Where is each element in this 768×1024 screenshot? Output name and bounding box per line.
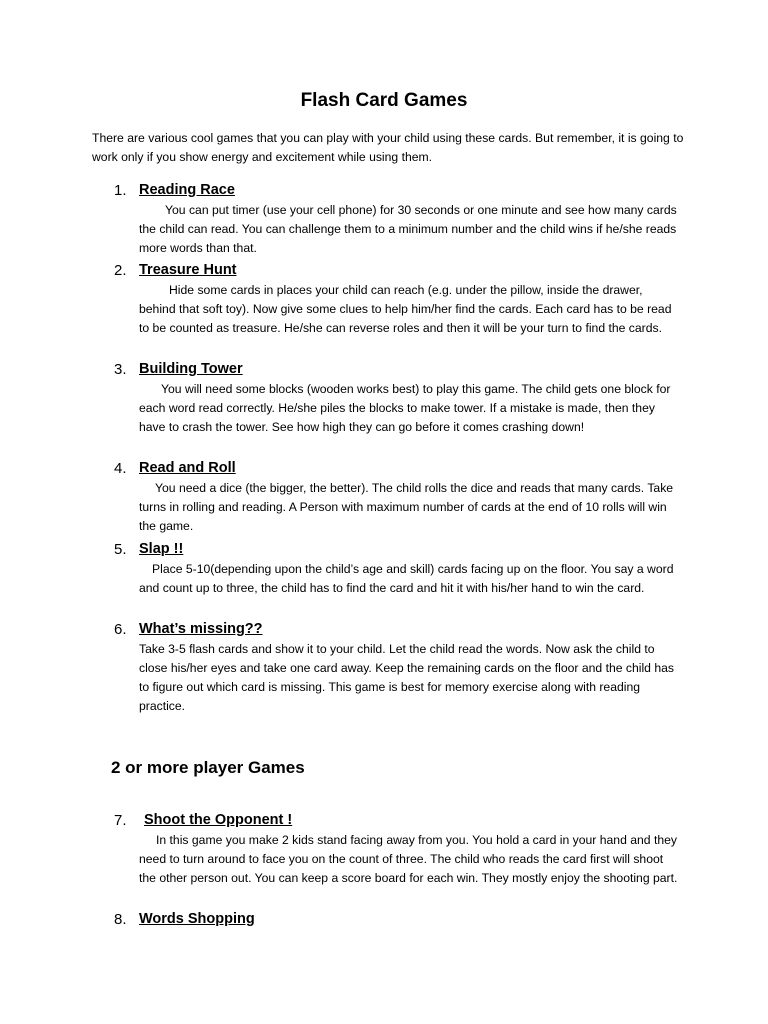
item-number: 8.: [114, 911, 127, 928]
item-heading: Read and Roll: [139, 460, 236, 476]
item-body: You need a dice (the bigger, the better). The child rolls the dice and reads that many cards. Take turns in rolling and reading. A Person with maximum number of cards at the end of 10 rolls will win the game.: [139, 481, 674, 533]
page-title: Flash Card Games: [300, 90, 468, 111]
item-heading: Shoot the Opponent !: [144, 812, 293, 828]
item-number: 2.: [114, 262, 127, 279]
intro-paragraph: There are various cool games that you can play with your child using these cards. But remember, it is going to work only if you show energy and excitement while using them.: [92, 131, 684, 164]
item-heading: Treasure Hunt: [139, 262, 237, 278]
item-body: You can put timer (use your cell phone) for 30 seconds or one minute and see how many cards the child can read. You can challenge them to a minimum number and the child wins if he/she reads more words than that.: [139, 203, 677, 255]
item-body: In this game you make 2 kids stand facing away from you. You hold a card in your hand and they need to turn around to face you on the count of three. The child who reads the card first will shoot the other person out. You can keep a score board for each win. They mostly enjoy the shooting part.: [139, 833, 678, 885]
item-heading: What’s missing??: [139, 621, 263, 637]
item-body: You will need some blocks (wooden works best) to play this game. The child gets one block for each word read correctly. He/she piles the blocks to make tower. If a mistake is made, then they have to crash the tower. See how high they can go before it comes crashing down!: [139, 382, 671, 434]
item-heading: Slap !!: [139, 541, 184, 557]
item-number: 3.: [114, 361, 127, 378]
item-heading: Reading Race: [139, 182, 235, 198]
item-heading: Words Shopping: [139, 911, 255, 927]
item-number: 4.: [114, 460, 127, 477]
item-number: 7.: [114, 812, 127, 829]
item-body: Place 5-10(depending upon the child’s age and skill) cards facing up on the floor. You say a word and count up to three, the child has to find the card and hit it with his/her hand to win the card.: [139, 562, 674, 595]
item-number: 5.: [114, 541, 127, 558]
section-heading: 2 or more player Games: [111, 758, 305, 777]
item-body: Take 3-5 flash cards and show it to your child. Let the child read the words. Now ask the child to close his/her eyes and take one card away. Keep the remaining cards on the floor and the child has to figure out which card is missing. This game is best for memory exercise along with reading practice.: [139, 642, 674, 713]
item-number: 6.: [114, 621, 127, 638]
item-number: 1.: [114, 182, 127, 199]
item-body: Hide some cards in places your child can reach (e.g. under the pillow, inside the drawer, behind that soft toy). Now give some clues to help him/her find the cards. Each card has to be read to be counted as treasure. He/she can reverse roles and then it will be your turn to find the cards.: [139, 283, 672, 335]
item-heading: Building Tower: [139, 361, 243, 377]
